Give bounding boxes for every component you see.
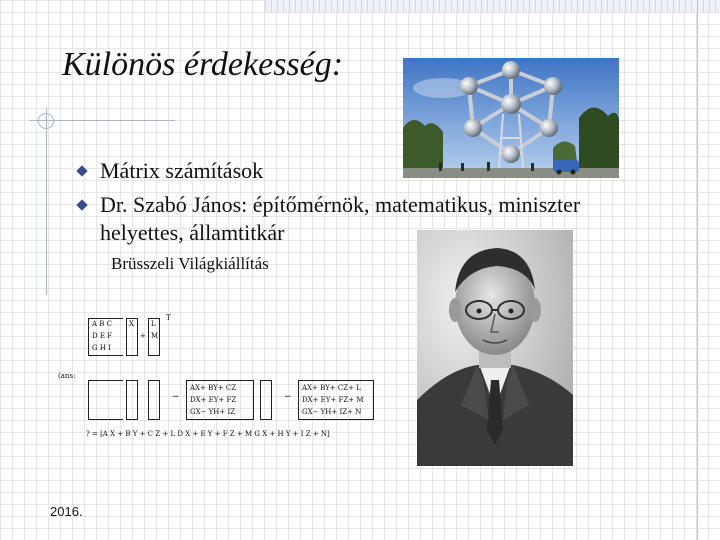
atomium-photo	[403, 58, 619, 178]
matrix-cell: L	[151, 320, 156, 328]
matrix-operator: −	[284, 392, 292, 402]
matrix-formula-image	[56, 312, 396, 444]
bullet-text: Dr. Szabó János: építőmérnök, matematikus, miniszter	[100, 192, 581, 217]
top-decorative-band	[265, 0, 720, 12]
matrix-cell: DX+ EY+ FZ+ M	[302, 396, 364, 404]
matrix-cell: G H I	[92, 344, 111, 352]
left-decorative-line	[46, 108, 47, 295]
matrix-operator: −	[172, 392, 180, 402]
expo-caption: Brüsszeli Világkiállítás	[111, 254, 269, 273]
matrix-cell: M	[151, 332, 159, 340]
matrix-cell: AX+ BY+ CZ	[190, 384, 237, 392]
bullet-diamond-icon	[76, 199, 87, 210]
matrix-cell: D E F	[92, 332, 113, 340]
bullet-text: Mátrix számítások	[100, 158, 264, 183]
matrix-cell: A B C	[92, 320, 113, 328]
matrix-cell: GX− YH+ IZ	[190, 408, 236, 416]
matrix-cell: DX+ EY+ FZ	[190, 396, 237, 404]
footer-year: 2016.	[50, 504, 83, 519]
slide-title: Különös érdekesség:	[62, 46, 344, 83]
bullet-diamond-icon	[76, 165, 87, 176]
matrix-bottom-row: ? = [A X + B Y + C Z + L D X + E Y + F Z + M G X + H Y + I Z + N]	[86, 430, 330, 438]
bullet-continuation: helyettes, államtitkár	[100, 220, 285, 245]
portrait-photo	[417, 230, 573, 466]
matrix-cell: +	[140, 332, 146, 340]
matrix-cell: GX− YH+ IZ+ N	[302, 408, 362, 416]
right-decorative-line	[697, 0, 698, 540]
matrix-cell: X	[129, 320, 134, 328]
decorative-circle	[38, 113, 54, 129]
matrix-cell: AX+ BY+ CZ+ L	[302, 384, 361, 392]
matrix-ans-label: (ans:	[58, 372, 76, 380]
matrix-cell: T	[166, 314, 171, 322]
